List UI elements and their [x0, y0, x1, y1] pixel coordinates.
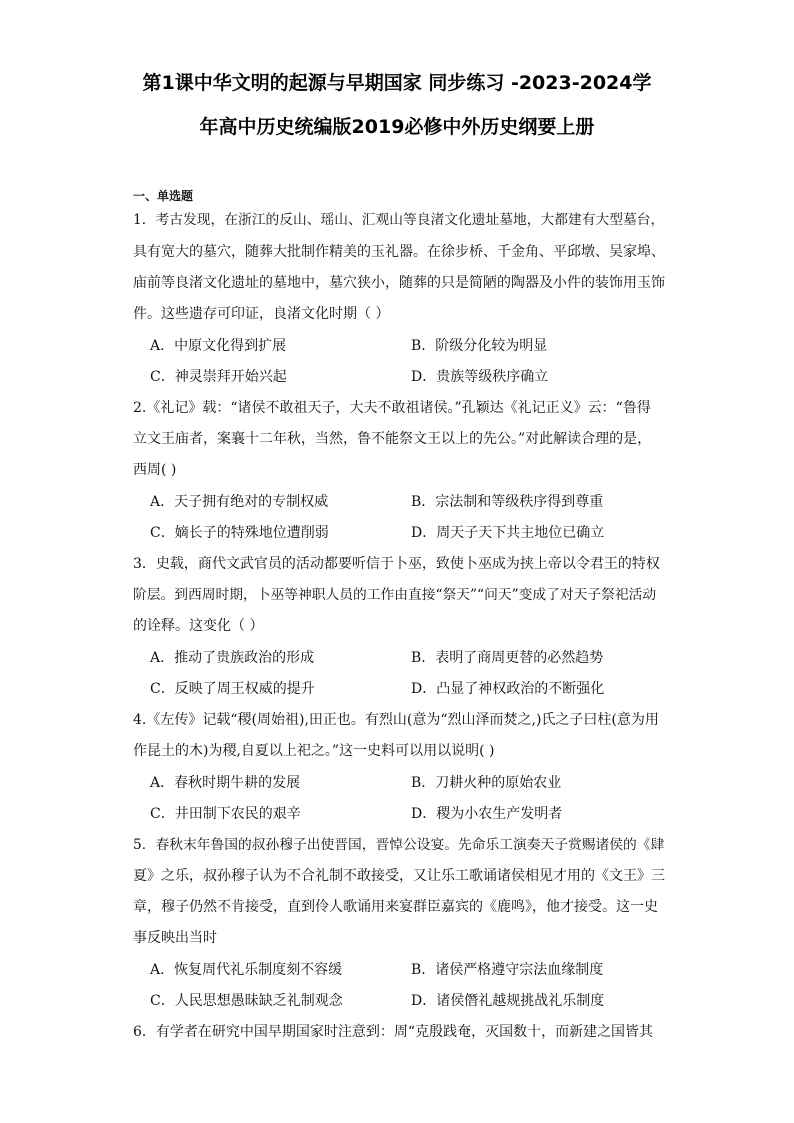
- question-4-line-2: 作昆土的木)为稷,自夏以上祀之。”这一史料可以用以说明( ): [133, 743, 495, 759]
- section-heading: 一、单选题: [133, 189, 194, 203]
- question-1-line-2: 具有宽大的墓穴，随葬大批制作精美的玉礼器。在徐步桥、千金角、平邱墩、吴家埠、: [133, 244, 665, 260]
- question-5-option-c[interactable]: C．人民思想愚昧缺乏礼制观念: [150, 993, 343, 1009]
- question-3-option-c[interactable]: C．反映了周王权威的提升: [150, 681, 315, 697]
- question-5-line-1: 5．春秋末年鲁国的叔孙穆子出使晋国，晋悼公设宴。先命乐工演奏天子赏赐诸侯的《肆: [133, 837, 665, 853]
- document-title-line-2: 年高中历史统编版2019必修中外历史纲要上册: [199, 116, 595, 138]
- question-1-option-b[interactable]: B．阶级分化较为明显: [411, 338, 548, 354]
- question-3-line-3: 的诠释。这变化（ ）: [133, 618, 264, 634]
- question-4-option-a[interactable]: A．春秋时期牛耕的发展: [150, 775, 301, 791]
- question-4-option-d[interactable]: D．稷为小农生产发明者: [411, 806, 563, 822]
- question-5-option-b[interactable]: B．诸侯严格遵守宗法血缘制度: [411, 962, 604, 978]
- question-2-line-1: 2.《礼记》载：“诸侯不敢祖天子，大夫不敢祖诸侯。”孔颖达《礼记正义》云：“鲁得: [133, 400, 651, 416]
- question-2-option-a[interactable]: A．天子拥有绝对的专制权威: [150, 494, 329, 510]
- question-2-line-2: 立文王庙者，案襄十二年秋，当然，鲁不能祭文王以上的先公。”对此解读合理的是，: [133, 431, 652, 447]
- question-5-option-a[interactable]: A．恢复周代礼乐制度刻不容缓: [150, 962, 343, 978]
- question-3-line-1: 3．史载，商代文武官员的活动都要听信于卜巫，致使卜巫成为挟上帝以令君王的特权: [133, 556, 660, 572]
- question-3-option-b[interactable]: B．表明了商周更替的必然趋势: [411, 650, 604, 666]
- question-1-option-c[interactable]: C．神灵崇拜开始兴起: [150, 369, 287, 385]
- question-5-line-3: 章，穆子仍然不肯接受，直到伶人歌诵用来宴群臣嘉宾的《鹿鸣》，他才接受。这一史: [133, 899, 658, 915]
- question-4-option-b[interactable]: B．刀耕火种的原始农业: [411, 775, 562, 791]
- question-4-option-c[interactable]: C．井田制下农民的艰辛: [150, 806, 301, 822]
- question-1-line-4: 件。这些遗存可印证，良渚文化时期（ ）: [133, 306, 390, 322]
- question-2-option-c[interactable]: C．嫡长子的特殊地位遭削弱: [150, 525, 329, 541]
- question-2-line-3: 西周( ): [133, 462, 177, 478]
- question-1-line-3: 庙前等良渚文化遗址的墓地中，墓穴狭小，随葬的只是简陋的陶器及小件的装饰用玉饰: [133, 275, 665, 291]
- question-1-option-a[interactable]: A．中原文化得到扩展: [150, 338, 287, 354]
- question-3-line-2: 阶层。到西周时期，卜巫等神职人员的工作由直接“祭天”“问天”变成了对天子祭祀活动: [133, 587, 657, 603]
- question-2-option-d[interactable]: D．周天子天下共主地位已确立: [411, 525, 605, 541]
- question-3-option-d[interactable]: D．凸显了神权政治的不断强化: [411, 681, 605, 697]
- question-1-option-d[interactable]: D．贵族等级秩序确立: [411, 369, 549, 385]
- question-6-line-1: 6．有学者在研究中国早期国家时注意到：周“克殷践奄，灭国数十，而新建之国皆其: [133, 1024, 654, 1040]
- question-5-line-4: 事反映出当时: [133, 930, 217, 946]
- question-5-option-d[interactable]: D．诸侯僭礼越规挑战礼乐制度: [411, 993, 605, 1009]
- question-5-line-2: 夏》之乐，叔孙穆子认为不合礼制不敢接受，又让乐工歌诵诸侯相见才用的《文王》三: [133, 868, 665, 884]
- question-2-option-b[interactable]: B．宗法制和等级秩序得到尊重: [411, 494, 604, 510]
- question-4-line-1: 4.《左传》记载“稷(周始祖),田正也。有烈山(意为“烈山泽而焚之,)氏之子曰柱(意为用: [133, 712, 659, 728]
- question-3-option-a[interactable]: A．推动了贵族政治的形成: [150, 650, 315, 666]
- document-title-line-1: 第1课中华文明的起源与早期国家 同步练习 -2023-2024学: [142, 72, 652, 94]
- question-1-line-1: 1．考古发现，在浙江的反山、瑶山、汇观山等良渚文化遗址墓地，大都建有大型墓台，: [133, 212, 665, 228]
